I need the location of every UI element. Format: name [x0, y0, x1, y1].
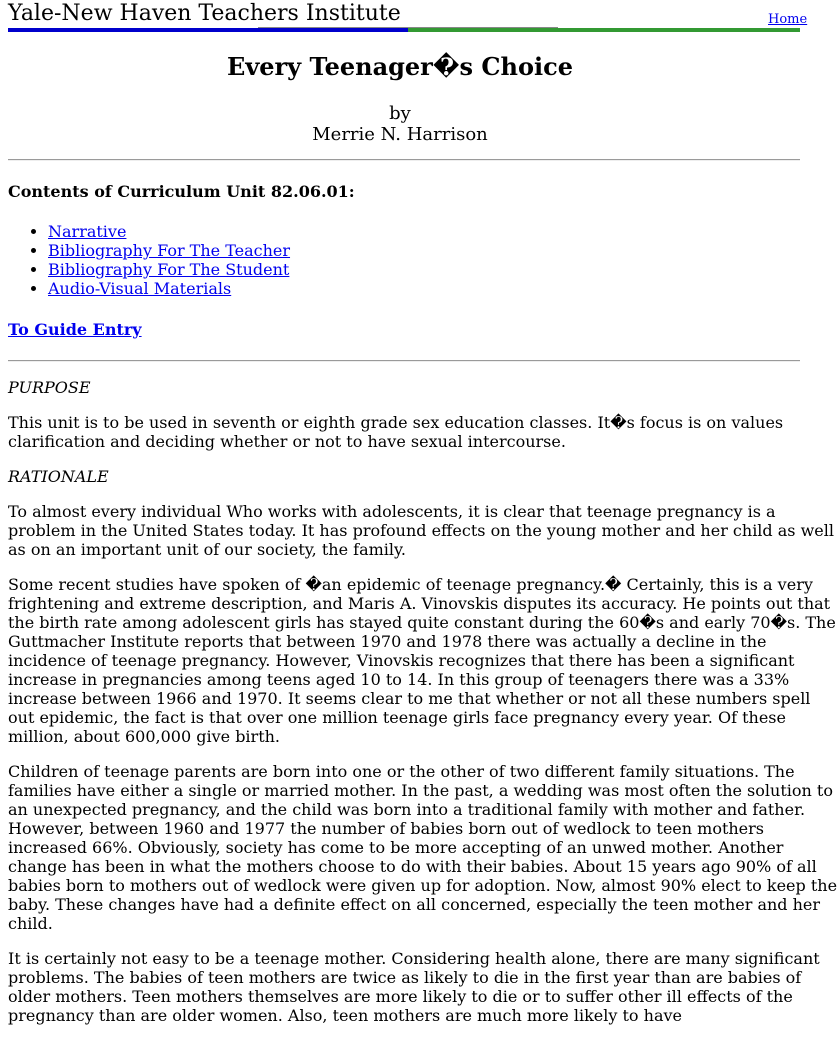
- contents-heading: Contents of Curriculum Unit 82.06.01:: [8, 182, 355, 201]
- site-header: [8, 0, 808, 34]
- unit-body: [8, 378, 838, 1041]
- toc-link-bibliography-student[interactable]: Bibliography For The Student: [48, 260, 290, 279]
- color-bar-segment: [408, 27, 558, 32]
- body-paragraph: Some recent studies have spoken of �an epidemic of teenage pregnancy.� Certainly, this is a very frightening and extreme description, and Maris A. Vinovskis disputes its accuracy. He points out that the birth rate among adolescent girls has stayed quite constant during the 60�s and early 70�s. The Guttmacher Institute reports that between 1970 and 1978 there was actually a decline in the incidence of teenage pregnancy. However, Vinovskis recognizes that there has been a significant increase in pregnancies among teens aged 10 to 14. In this group of teenagers there was a 33% increase between 1966 and 1970. It seems clear to me that whether or not all these numbers spell out epidemic, the fact is that over one million teenage girls face pregnancy every year. Of these million, about 600,000 give birth.: [8, 575, 836, 746]
- purpose-heading: PURPOSE: [8, 378, 91, 397]
- color-bar-segment: [258, 27, 408, 32]
- byline-by: by: [389, 103, 411, 124]
- home-link[interactable]: Home: [768, 12, 808, 27]
- toc-link-audio-visual[interactable]: Audio-Visual Materials: [48, 279, 232, 298]
- guide-entry-link[interactable]: To Guide Entry: [8, 320, 142, 339]
- body-paragraph: Children of teenage parents are born into one or the other of two different family situations. The families have either a single or married mother. In the past, a wedding was most often the solution to an unexpected pregnancy, and the child was born into a traditional family with mother and father. However, between 1960 and 1977 the number of babies born out of wedlock to teen mothers increased 66%. Obviously, society has come to be more accepting of an unwed mother. Another change has been in what the mothers choose to do with their babies. About 15 years ago 90% of all babies born to mothers out of wedlock were given up for adoption. Now, almost 90% elect to keep the baby. These changes have had a definite effect on all concerned, especially the teen mother and her child.: [8, 762, 838, 933]
- rationale-heading: RATIONALE: [8, 467, 109, 486]
- toc-link-bibliography-teacher[interactable]: Bibliography For The Teacher: [48, 241, 291, 260]
- body-paragraph: It is certainly not easy to be a teenage mother. Considering health alone, there are many significant problems. The babies of teen mothers are twice as likely to die in the first year than are babies of older mothers. Teen mothers themselves are more likely to die or to suffer other ill effects of the pregnancy than are older women. Also, teen mothers are much more likely to have: [8, 949, 820, 1025]
- divider: [8, 159, 800, 161]
- color-bar-segment: [558, 28, 800, 32]
- unit-title: Every Teenager�s Choice: [227, 52, 573, 81]
- purpose-paragraph: This unit is to be used in seventh or eighth grade sex education classes. It�s focus is on values clarification and deciding whether or not to have sexual intercourse.: [8, 413, 784, 451]
- site-title: Yale-New Haven Teachers Institute: [8, 1, 401, 26]
- divider: [8, 360, 800, 362]
- list-item: [48, 260, 290, 279]
- body-paragraph: To almost every individual Who works with adolescents, it is clear that teenage pregnancy is a problem in the United States today. It has profound effects on the young mother and her child as well as on an important unit of our society, the family.: [8, 502, 834, 559]
- list-item: [48, 241, 290, 260]
- list-item: [48, 279, 290, 298]
- contents-list: [8, 222, 290, 298]
- author-name: Merrie N. Harrison: [312, 124, 488, 145]
- list-item: [48, 222, 290, 241]
- toc-link-narrative[interactable]: Narrative: [48, 222, 127, 241]
- color-bar-segment: [8, 28, 258, 32]
- byline: [0, 103, 800, 145]
- header-color-bar: [8, 27, 800, 33]
- page: [8, 0, 838, 1025]
